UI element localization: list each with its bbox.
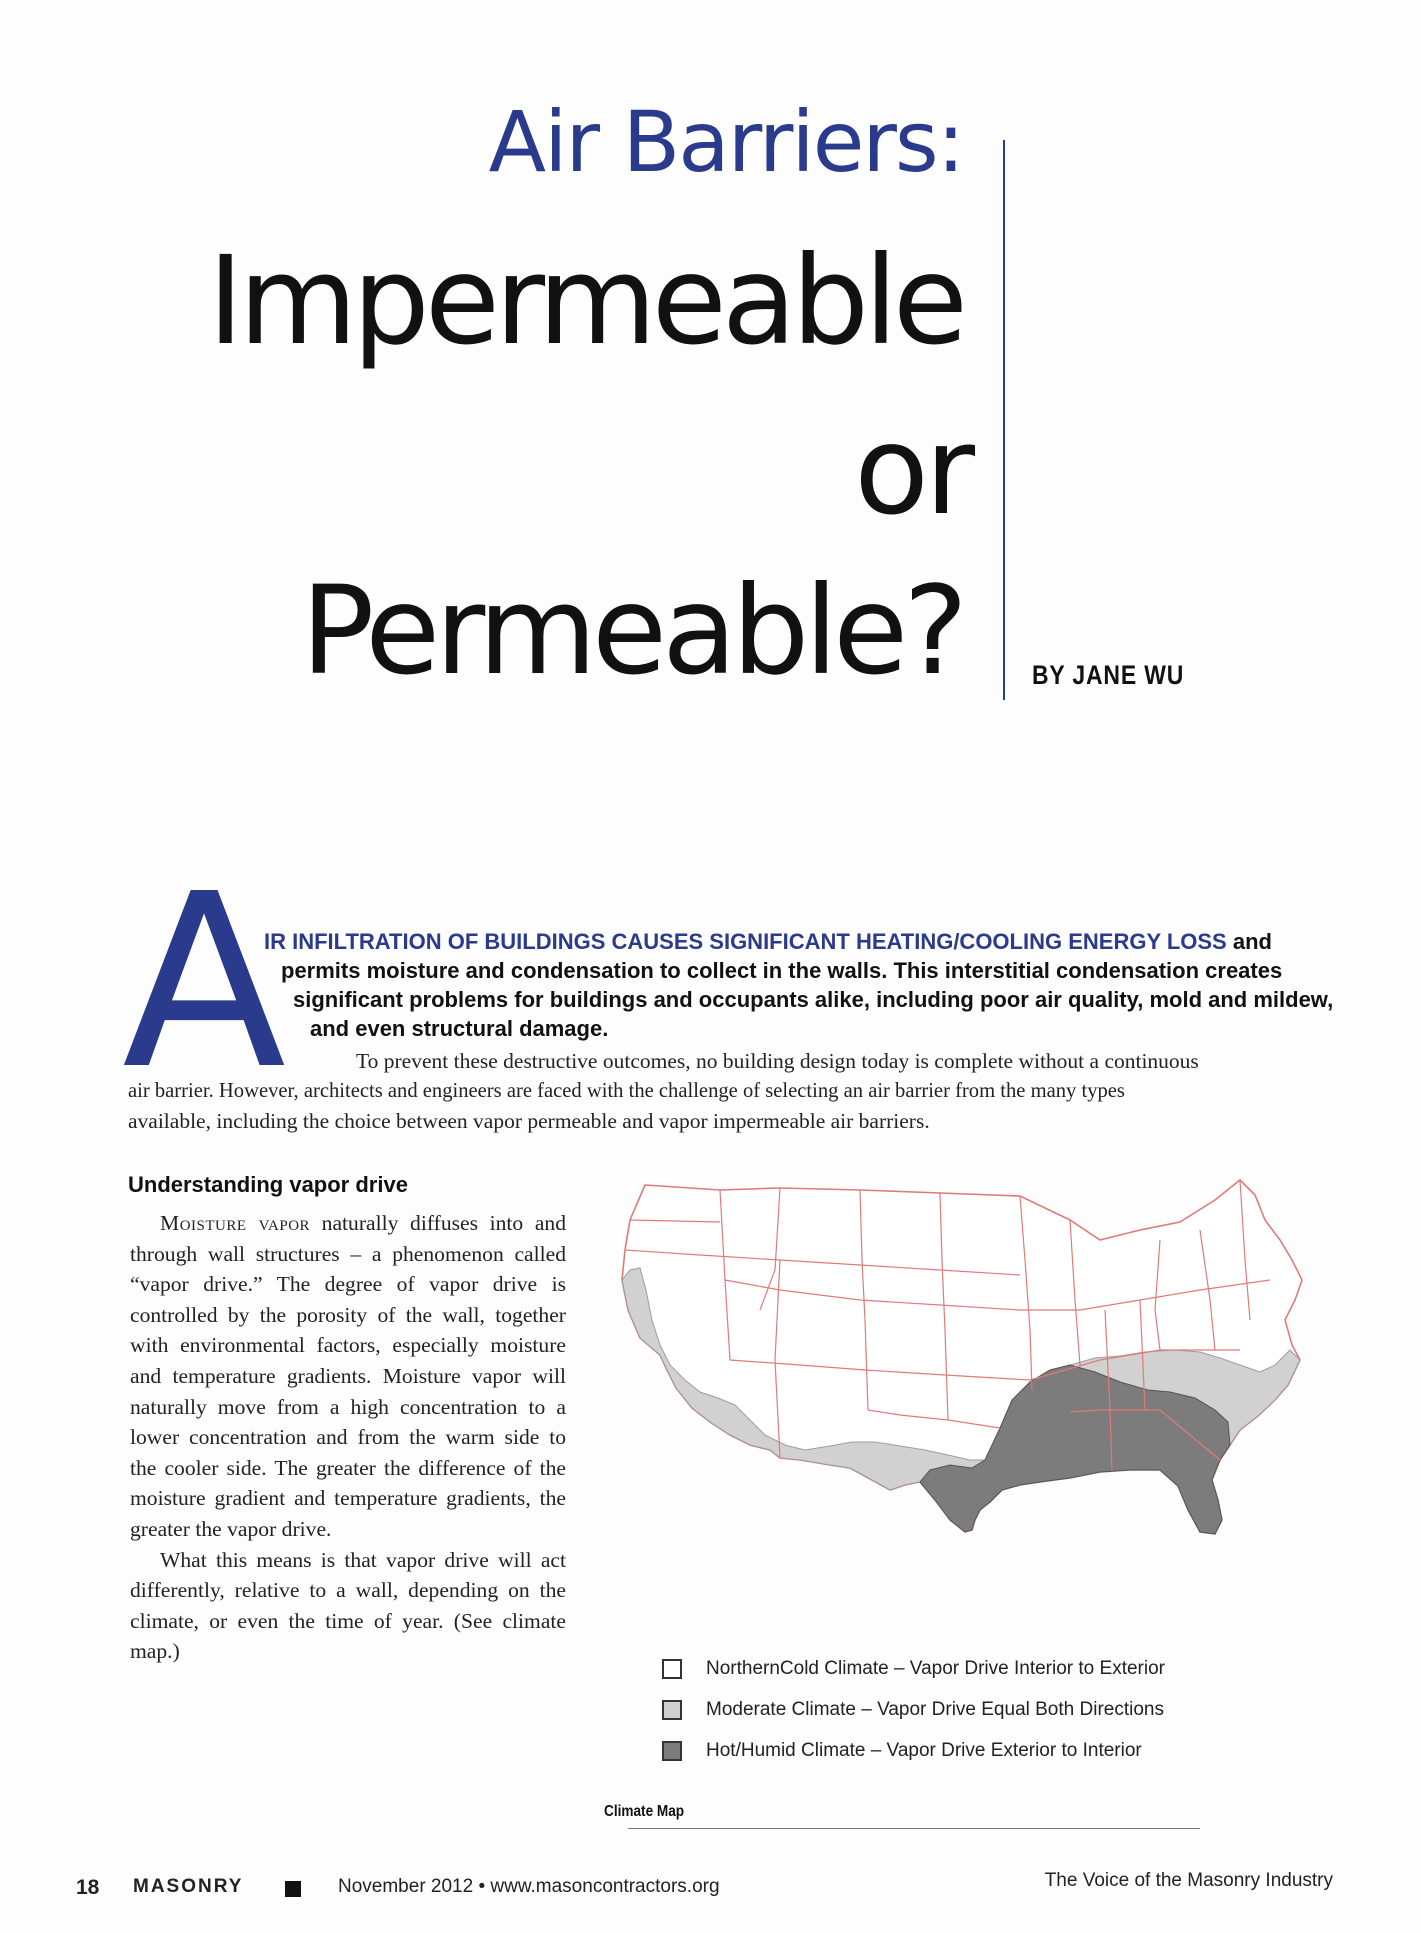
legend-swatch-white bbox=[662, 1659, 682, 1679]
lead-rest: and bbox=[1226, 929, 1272, 954]
body-line-2: air barrier. However, architects and engineers are faced with the challenge of selecting an air barrier from the many types bbox=[128, 1080, 1125, 1102]
legend-item-northern bbox=[662, 1648, 1165, 1689]
magazine-name: MASONRY bbox=[133, 1876, 244, 1897]
footer-square-icon bbox=[285, 1881, 301, 1897]
caption-rule bbox=[628, 1828, 1200, 1829]
legend-swatch-light-gray bbox=[662, 1700, 682, 1720]
byline: BY JANE WU bbox=[1032, 660, 1185, 690]
climate-map bbox=[600, 1160, 1360, 1640]
title-line-3: or bbox=[854, 400, 971, 542]
paragraph-2: What this means is that vapor drive will act differently, relative to a wall, depending on the climate, or even the time of year. (See climate map.) bbox=[130, 1547, 566, 1664]
lead-caps: IR INFILTRATION OF BUILDINGS CAUSES SIGNIFICANT HEATING/COOLING ENERGY LOSS bbox=[264, 929, 1227, 954]
title-line-1: Air Barriers: bbox=[488, 93, 963, 191]
lead-line-2: permits moisture and condensation to collect in the walls. This interstitial condensation creates bbox=[281, 958, 1283, 983]
issue-and-url: November 2012 • www.masoncontractors.org bbox=[338, 1876, 720, 1897]
title-divider bbox=[1003, 140, 1005, 700]
paragraph-1 bbox=[130, 1208, 566, 1545]
title-line-2: Impermeable bbox=[207, 230, 963, 372]
body-line-3: available, including the choice between vapor permeable and vapor impermeable air barriers. bbox=[128, 1109, 930, 1133]
map-caption: Climate Map bbox=[604, 1803, 685, 1820]
legend-item-moderate bbox=[662, 1689, 1165, 1730]
title-line-4: Permeable? bbox=[300, 560, 963, 702]
legend-label: Hot/Humid Climate – Vapor Drive Exterior to Interior bbox=[706, 1739, 1142, 1761]
page-number: 18 bbox=[76, 1876, 100, 1899]
legend-label: NorthernCold Climate – Vapor Drive Interior to Exterior bbox=[706, 1657, 1165, 1679]
tagline: The Voice of the Masonry Industry bbox=[1044, 1870, 1333, 1891]
lead-line-1 bbox=[264, 927, 1272, 956]
section-heading: Understanding vapor drive bbox=[128, 1172, 408, 1197]
body-line-1: To prevent these destructive outcomes, no building design today is complete without a continuous bbox=[356, 1049, 1199, 1073]
lead-line-3: significant problems for buildings and occupants alike, including poor air quality, mold and mildew, bbox=[293, 987, 1334, 1012]
paragraph-1-text: naturally diffuses into and through wall structures – a phenomenon called “vapor drive.” The degree of vapor drive is controlled by the porosity of the wall, together with environmental factors, especially moisture and temperature gradients. Moisture vapor will naturally move from a high concentration to a lower concentration and from the warm side to the cooler side. The greater the difference of the moisture gradient and temperature gradients, the greater the vapor drive. bbox=[130, 1211, 567, 1541]
lead-line-4: and even structural damage. bbox=[310, 1016, 609, 1041]
paragraph-1-smallcaps: Moisture vapor bbox=[160, 1211, 311, 1235]
map-legend bbox=[662, 1648, 1165, 1771]
legend-swatch-dark-gray bbox=[662, 1741, 682, 1761]
drop-cap: A bbox=[122, 842, 287, 1122]
legend-item-hot-humid bbox=[662, 1730, 1165, 1771]
legend-label: Moderate Climate – Vapor Drive Equal Both Directions bbox=[706, 1698, 1164, 1720]
body-column bbox=[130, 1208, 566, 1667]
